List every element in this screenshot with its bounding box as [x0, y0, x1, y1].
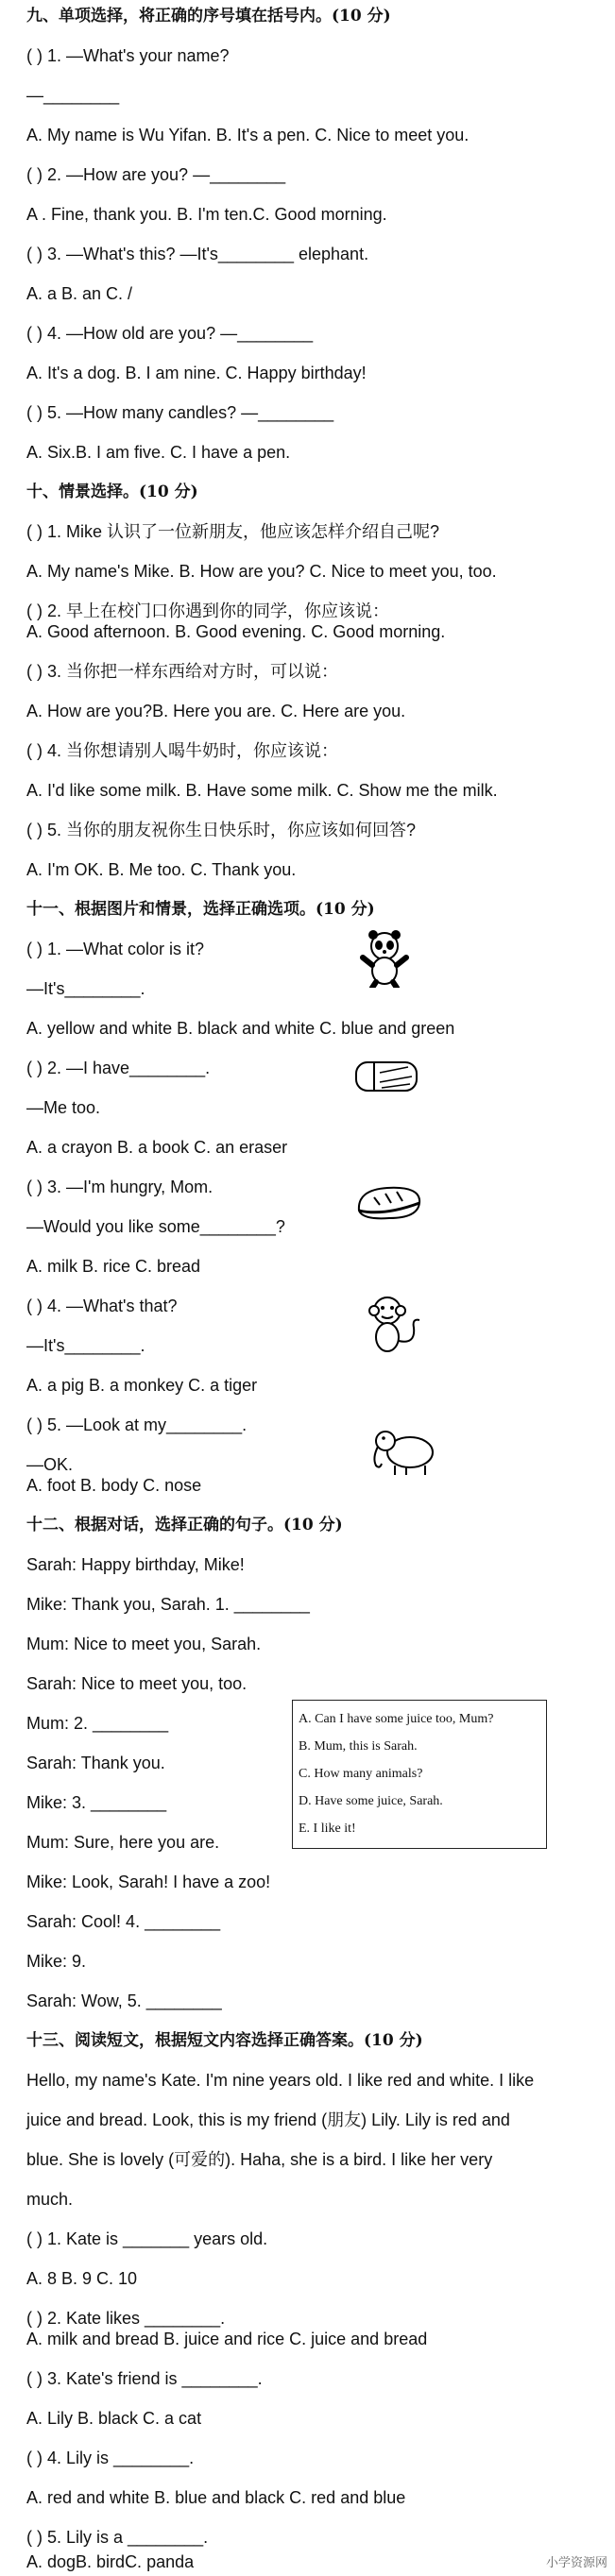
s9-q3: ( ) 3. —What's this? —It's________ elephant. [26, 245, 369, 263]
s10-q2-options: A. Good afternoon. B. Good evening. C. Good morning. [26, 622, 446, 641]
s9-q4-options: A. It's a dog. B. I am nine. C. Happy birthday! [26, 364, 367, 382]
s9-q1-answer: —________ [26, 86, 120, 105]
dialogue-line: Mike: 9. [26, 1952, 87, 1971]
s9-q5-options: A. Six.B. I am five. C. I have a pen. [26, 443, 291, 462]
s11-q5-options: A. foot B. body C. nose [26, 1476, 202, 1495]
s13-q5: ( ) 5. Lily is a ________. [26, 2528, 209, 2547]
s11-q2: ( ) 2. —I have________. [26, 1059, 211, 1077]
s13-q3: ( ) 3. Kate's friend is ________. [26, 2369, 263, 2388]
s11-q5: ( ) 5. —Look at my________. [26, 1415, 248, 1434]
s10-q3-options: A. How are you?B. Here you are. C. Here are you. [26, 702, 406, 720]
passage-line: blue. She is lovely (可爱的). Haha, she is a bird. I like her very [26, 2150, 493, 2169]
passage-line: much. [26, 2190, 74, 2209]
dialogue-line: Sarah: Nice to meet you, too. [26, 1674, 248, 1693]
dialogue-line: Mum: Sure, here you are. [26, 1833, 220, 1852]
s11-q4: ( ) 4. —What's that? [26, 1296, 178, 1315]
s11-q4-options: A. a pig B. a monkey C. a tiger [26, 1376, 258, 1395]
option-b: B. Mum, this is Sarah. [299, 1739, 418, 1754]
option-d: D. Have some juice, Sarah. [299, 1794, 443, 1808]
s13-q4: ( ) 4. Lily is ________. [26, 2449, 195, 2467]
dialogue-line: Sarah: Thank you. [26, 1754, 165, 1772]
dialogue-line: Mike: Look, Sarah! I have a zoo! [26, 1873, 271, 1891]
dialogue-line: Mike: 3. ________ [26, 1793, 167, 1812]
section12-heading: 十二、根据对话，选择正确的句子。(10 分) [26, 1516, 343, 1534]
monkey-icon [367, 1292, 423, 1356]
s9-q2: ( ) 2. —How are you? —________ [26, 165, 286, 184]
s10-q4: ( ) 4. 当你想请别人喝牛奶时，你应该说： [26, 741, 339, 760]
s9-q2-options: A . Fine, thank you. B. I'm ten.C. Good morning. [26, 205, 387, 224]
panda-icon [359, 927, 410, 988]
s9-q5: ( ) 5. —How many candles? —________ [26, 403, 334, 422]
s11-q3: ( ) 3. —I'm hungry, Mom. [26, 1178, 214, 1196]
s10-q1: ( ) 1. Mike 认识了一位新朋友，他应该怎样介绍自己呢? [26, 522, 440, 541]
options-box [292, 1700, 547, 1849]
s9-q3-options: A. a B. an C. / [26, 284, 133, 303]
watermark: 小学资源网 [545, 2556, 607, 2570]
s11-q3-options: A. milk B. rice C. bread [26, 1257, 201, 1276]
s10-q5-options: A. I'm OK. B. Me too. C. Thank you. [26, 860, 297, 879]
s10-q2: ( ) 2. 早上在校门口你遇到你的同学，你应该说： [26, 602, 390, 620]
section10-heading: 十、情景选择。(10 分) [26, 483, 198, 501]
s13-q2-options: A. milk and bread B. juice and rice C. juice and bread [26, 2330, 428, 2348]
s11-q5-answer: —OK. [26, 1455, 74, 1474]
s11-q1-options: A. yellow and white B. black and white C. blue and green [26, 1019, 455, 1038]
s13-q4-options: A. red and white B. blue and black C. red and blue [26, 2488, 406, 2507]
s10-q4-options: A. I'd like some milk. B. Have some milk. C. Show me the milk. [26, 781, 498, 800]
section9-heading: 九、单项选择，将正确的序号填在括号内。(10 分) [26, 7, 391, 25]
dialogue-line: Mum: 2. ________ [26, 1714, 169, 1733]
s11-q4-answer: —It's________. [26, 1336, 145, 1355]
option-c: C. How many animals? [299, 1767, 423, 1781]
s9-q1: ( ) 1. —What's your name? [26, 46, 230, 65]
dialogue-line: Sarah: Cool! 4. ________ [26, 1912, 221, 1931]
s13-q5-options: A. dogB. birdC. panda [26, 2552, 195, 2571]
passage-line: juice and bread. Look, this is my friend (朋友) Lily. Lily is red and [26, 2110, 510, 2129]
s13-q1: ( ) 1. Kate is _______ years old. [26, 2229, 268, 2248]
s11-q2-options: A. a crayon B. a book C. an eraser [26, 1138, 288, 1157]
dialogue-line: Mike: Thank you, Sarah. 1. ________ [26, 1595, 310, 1614]
s13-q2: ( ) 2. Kate likes ________. [26, 2309, 226, 2328]
s10-q1-options: A. My name's Mike. B. How are you? C. Nice to meet you, too. [26, 562, 497, 581]
dialogue-line: Sarah: Wow, 5. ________ [26, 1991, 222, 2010]
option-a: A. Can I have some juice too, Mum? [299, 1712, 494, 1726]
dialogue-line: Sarah: Happy birthday, Mike! [26, 1555, 245, 1574]
s10-q3: ( ) 3. 当你把一样东西给对方时，可以说： [26, 662, 339, 681]
bread-icon [355, 1182, 423, 1222]
s11-q3-answer: —Would you like some________? [26, 1217, 285, 1236]
option-e: E. I like it! [299, 1822, 356, 1836]
s11-q2-answer: —Me too. [26, 1098, 101, 1117]
passage-line: Hello, my name's Kate. I'm nine years old. I like red and white. I like [26, 2071, 535, 2090]
dialogue-line: Mum: Nice to meet you, Sarah. [26, 1635, 262, 1653]
s13-q1-options: A. 8 B. 9 C. 10 [26, 2269, 138, 2288]
eraser-icon [353, 1059, 419, 1093]
s11-q1: ( ) 1. —What color is it? [26, 940, 205, 958]
s13-q3-options: A. Lily B. black C. a cat [26, 2409, 202, 2428]
elephant-icon [370, 1424, 438, 1477]
s11-q1-answer: —It's________. [26, 979, 145, 998]
s9-q1-options: A. My name is Wu Yifan. B. It's a pen. C. Nice to meet you. [26, 126, 470, 144]
section11-heading: 十一、根据图片和情景，选择正确选项。(10 分) [26, 900, 375, 919]
section13-heading: 十三、阅读短文，根据短文内容选择正确答案。(10 分) [26, 2031, 423, 2050]
s10-q5: ( ) 5. 当你的朋友祝你生日快乐时，你应该如何回答? [26, 821, 417, 839]
s9-q4: ( ) 4. —How old are you? —________ [26, 324, 314, 343]
